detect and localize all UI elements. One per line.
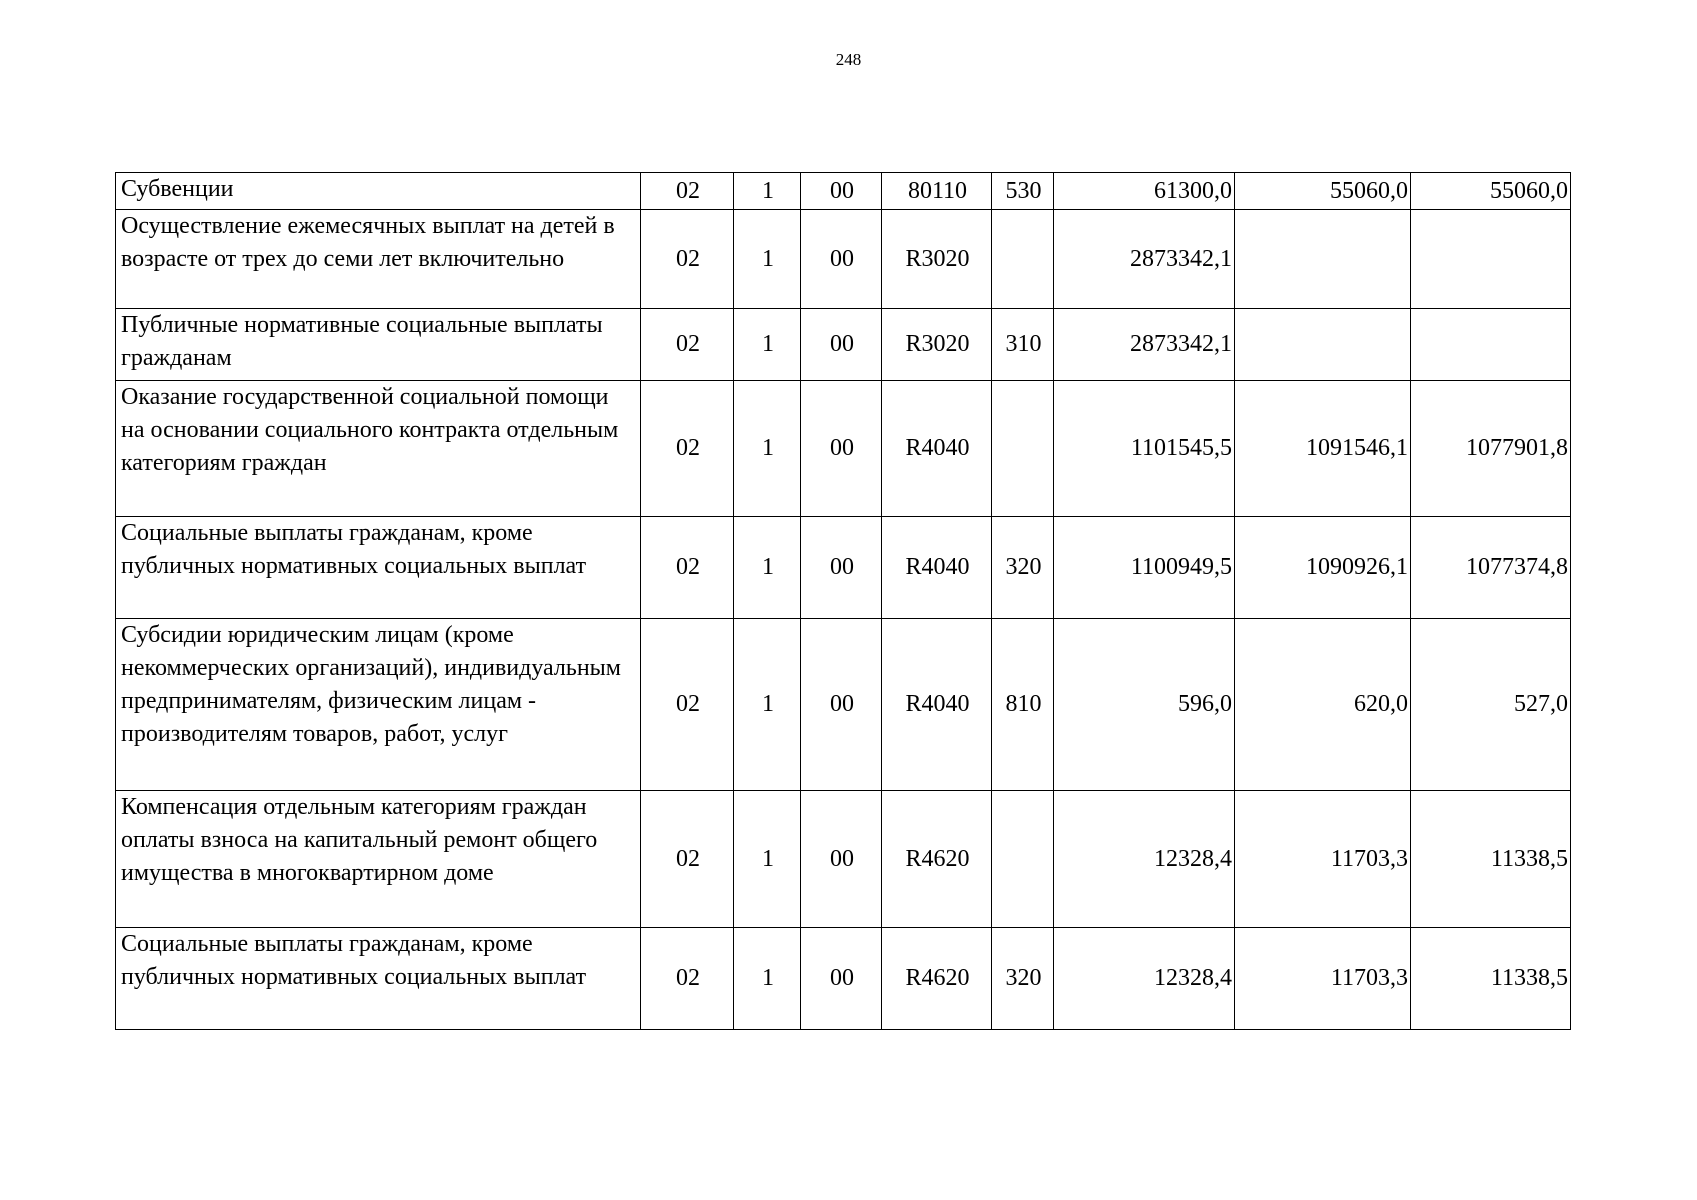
row-name: Субсидии юридическим лицам (кроме некоммерческих организаций), индивидуальным предпринимателям, физическим лицам - производителям товаров, работ, услуг bbox=[116, 619, 641, 791]
table-row bbox=[116, 517, 1571, 619]
amount-year-2 bbox=[1235, 210, 1411, 309]
target-code: 80110 bbox=[882, 173, 992, 210]
row-name: Публичные нормативные социальные выплаты гражданам bbox=[116, 309, 641, 381]
amount-year-3: 11338,5 bbox=[1411, 791, 1571, 928]
expense-type-code: 310 bbox=[992, 309, 1054, 381]
amount-year-3 bbox=[1411, 210, 1571, 309]
program-code: 1 bbox=[734, 173, 801, 210]
expense-type-code: 810 bbox=[992, 619, 1054, 791]
budget-table bbox=[115, 172, 1571, 1030]
section-code: 02 bbox=[641, 517, 734, 619]
row-name: Компенсация отдельным категориям граждан оплаты взноса на капитальный ремонт общего имущества в многоквартирном доме bbox=[116, 791, 641, 928]
amount-year-1: 61300,0 bbox=[1054, 173, 1235, 210]
subprogram-code: 00 bbox=[801, 517, 882, 619]
amount-year-2 bbox=[1235, 309, 1411, 381]
target-code: R4040 bbox=[882, 619, 992, 791]
target-code: R3020 bbox=[882, 210, 992, 309]
row-name: Субвенции bbox=[116, 173, 641, 210]
table-body bbox=[116, 173, 1571, 1030]
program-code: 1 bbox=[734, 928, 801, 1030]
section-code: 02 bbox=[641, 309, 734, 381]
expense-type-code bbox=[992, 791, 1054, 928]
amount-year-2: 55060,0 bbox=[1235, 173, 1411, 210]
amount-year-2: 1090926,1 bbox=[1235, 517, 1411, 619]
program-code: 1 bbox=[734, 309, 801, 381]
target-code: R4620 bbox=[882, 791, 992, 928]
program-code: 1 bbox=[734, 791, 801, 928]
subprogram-code: 00 bbox=[801, 309, 882, 381]
row-name: Осуществление ежемесячных выплат на детей в возрасте от трех до семи лет включительно bbox=[116, 210, 641, 309]
subprogram-code: 00 bbox=[801, 381, 882, 517]
expense-type-code: 320 bbox=[992, 517, 1054, 619]
section-code: 02 bbox=[641, 210, 734, 309]
table-row bbox=[116, 381, 1571, 517]
section-code: 02 bbox=[641, 173, 734, 210]
row-name: Оказание государственной социальной помощи на основании социального контракта отдельным категориям граждан bbox=[116, 381, 641, 517]
table-row bbox=[116, 173, 1571, 210]
amount-year-2: 11703,3 bbox=[1235, 928, 1411, 1030]
amount-year-2: 1091546,1 bbox=[1235, 381, 1411, 517]
amount-year-1: 1101545,5 bbox=[1054, 381, 1235, 517]
row-name: Социальные выплаты гражданам, кроме публичных нормативных социальных выплат bbox=[116, 517, 641, 619]
amount-year-1: 2873342,1 bbox=[1054, 309, 1235, 381]
amount-year-2: 11703,3 bbox=[1235, 791, 1411, 928]
target-code: R4040 bbox=[882, 517, 992, 619]
amount-year-3: 11338,5 bbox=[1411, 928, 1571, 1030]
amount-year-1: 596,0 bbox=[1054, 619, 1235, 791]
section-code: 02 bbox=[641, 928, 734, 1030]
table-row bbox=[116, 309, 1571, 381]
subprogram-code: 00 bbox=[801, 791, 882, 928]
amount-year-3: 1077901,8 bbox=[1411, 381, 1571, 517]
amount-year-1: 12328,4 bbox=[1054, 791, 1235, 928]
row-name: Социальные выплаты гражданам, кроме публичных нормативных социальных выплат bbox=[116, 928, 641, 1030]
amount-year-1: 1100949,5 bbox=[1054, 517, 1235, 619]
expense-type-code bbox=[992, 381, 1054, 517]
amount-year-1: 2873342,1 bbox=[1054, 210, 1235, 309]
target-code: R3020 bbox=[882, 309, 992, 381]
subprogram-code: 00 bbox=[801, 210, 882, 309]
table-row bbox=[116, 210, 1571, 309]
program-code: 1 bbox=[734, 210, 801, 309]
subprogram-code: 00 bbox=[801, 173, 882, 210]
program-code: 1 bbox=[734, 381, 801, 517]
subprogram-code: 00 bbox=[801, 928, 882, 1030]
section-code: 02 bbox=[641, 381, 734, 517]
subprogram-code: 00 bbox=[801, 619, 882, 791]
page-number: 248 bbox=[835, 50, 862, 69]
amount-year-3: 1077374,8 bbox=[1411, 517, 1571, 619]
section-code: 02 bbox=[641, 791, 734, 928]
expense-type-code: 530 bbox=[992, 173, 1054, 210]
expense-type-code: 320 bbox=[992, 928, 1054, 1030]
target-code: R4620 bbox=[882, 928, 992, 1030]
section-code: 02 bbox=[641, 619, 734, 791]
target-code: R4040 bbox=[882, 381, 992, 517]
expense-type-code bbox=[992, 210, 1054, 309]
table-row bbox=[116, 928, 1571, 1030]
amount-year-3: 527,0 bbox=[1411, 619, 1571, 791]
program-code: 1 bbox=[734, 517, 801, 619]
table-row bbox=[116, 619, 1571, 791]
amount-year-3: 55060,0 bbox=[1411, 173, 1571, 210]
program-code: 1 bbox=[734, 619, 801, 791]
amount-year-1: 12328,4 bbox=[1054, 928, 1235, 1030]
amount-year-2: 620,0 bbox=[1235, 619, 1411, 791]
table-row bbox=[116, 791, 1571, 928]
amount-year-3 bbox=[1411, 309, 1571, 381]
